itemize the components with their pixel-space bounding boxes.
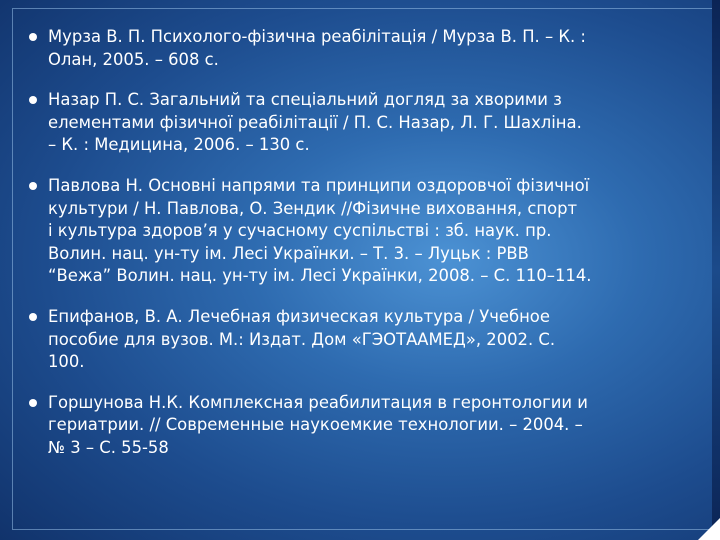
bullet-icon — [29, 33, 37, 41]
reference-line: пособие для вузов. М.: Издат. Дом «ГЭОТААМЕД», 2002. С. — [48, 329, 556, 349]
reference-text — [48, 175, 698, 288]
reference-text — [48, 89, 698, 157]
reference-list — [26, 26, 698, 460]
reference-line: Епифанов, В. А. Лечебная физическая культура / Учебное — [48, 306, 550, 326]
reference-item — [26, 89, 698, 157]
reference-line: № 3 – С. 55-58 — [48, 437, 169, 457]
reference-item — [26, 392, 698, 460]
reference-line: культури / Н. Павлова, О. Зендик //Фізичне виховання, спорт — [48, 198, 578, 218]
bullet-icon — [29, 399, 37, 407]
corner-mark — [698, 518, 720, 540]
reference-item — [26, 175, 698, 288]
bullet-icon — [29, 313, 37, 321]
reference-line: Горшунова Н.К. Комплексная реабилитация в геронтологии и — [48, 392, 588, 412]
reference-line: – К. : Медицина, 2006. – 130 с. — [48, 135, 310, 155]
reference-text — [48, 392, 698, 460]
slide-edge — [712, 0, 720, 540]
bullet-icon — [29, 96, 37, 104]
reference-line: Назар П. С. Загальний та спеціальний догляд за хворими з — [48, 90, 562, 110]
reference-line: Олан, 2005. – 608 с. — [48, 49, 219, 69]
reference-line: Павлова Н. Основні напрями та принципи оздоровчої фізичної — [48, 175, 590, 195]
reference-line: елементами фізичної реабілітації / П. С. Назар, Л. Г. Шахліна. — [48, 112, 582, 132]
reference-item — [26, 26, 698, 71]
reference-line: 100. — [48, 352, 85, 372]
reference-text — [48, 306, 698, 374]
reference-line: “Вежа” Волин. нац. ун-ту ім. Лесі Українки, 2008. – С. 110–114. — [48, 266, 592, 286]
reference-item — [26, 306, 698, 374]
reference-text — [48, 26, 698, 71]
reference-line: і культура здоров’я у сучасному суспільстві : зб. наук. пр. — [48, 221, 552, 241]
reference-line: Волин. нац. ун-ту ім. Лесі Українки. – Т. 3. – Луцьк : РВВ — [48, 243, 529, 263]
reference-line: гериатрии. // Современные наукоемкие технологии. – 2004. – — [48, 415, 583, 435]
reference-line: Мурза В. П. Психолого-фізична реабілітація / Мурза В. П. – К. : — [48, 27, 586, 46]
bullet-icon — [29, 182, 37, 190]
